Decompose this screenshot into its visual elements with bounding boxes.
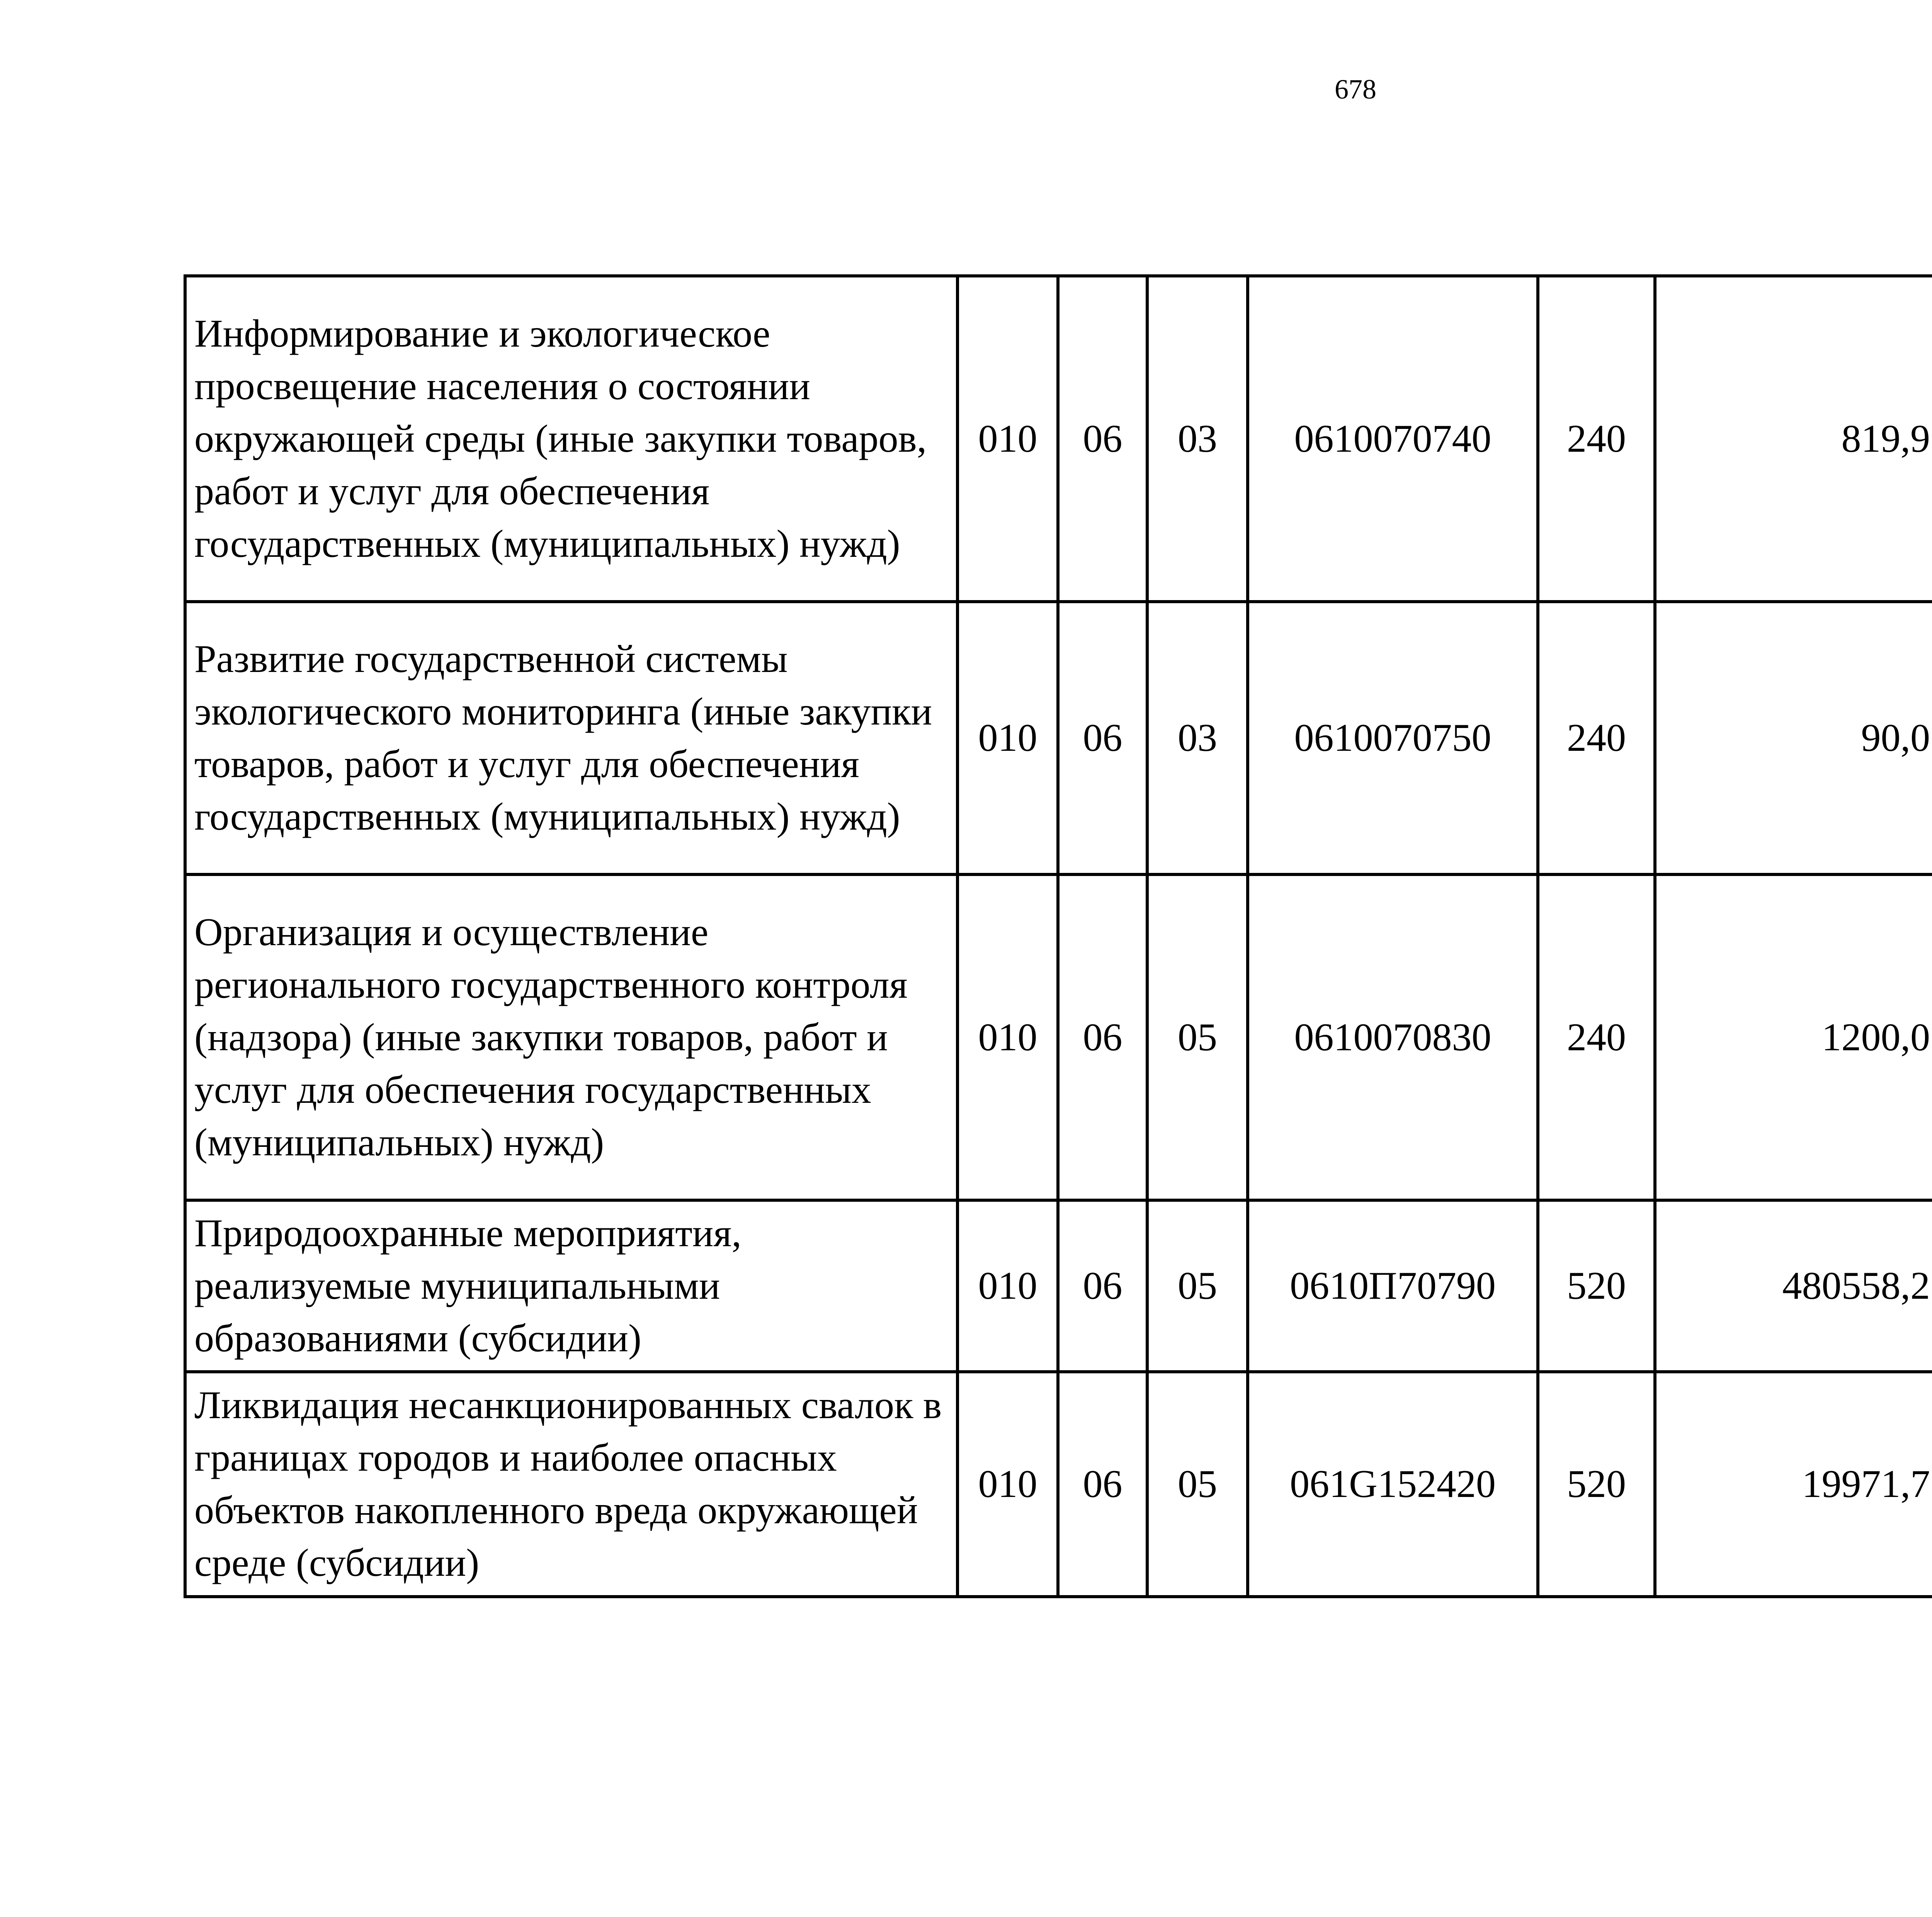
ministry-code: 010 <box>957 874 1058 1200</box>
amount-year-1: 819,9 <box>1655 276 1932 602</box>
amount-year-1: 1200,0 <box>1655 874 1932 1200</box>
subsection-code: 03 <box>1147 276 1248 602</box>
section-code: 06 <box>1058 602 1147 874</box>
section-code: 06 <box>1058 874 1147 1200</box>
target-article-code: 0610070750 <box>1248 602 1538 874</box>
expense-type-code: 240 <box>1538 276 1655 602</box>
section-code: 06 <box>1058 1200 1147 1372</box>
section-code: 06 <box>1058 1372 1147 1597</box>
expense-type-code: 520 <box>1538 1200 1655 1372</box>
amount-year-1: 19971,7 <box>1655 1372 1932 1597</box>
target-article-code: 0610П70790 <box>1248 1200 1538 1372</box>
subsection-code: 05 <box>1147 1372 1248 1597</box>
target-article-code: 0610070830 <box>1248 874 1538 1200</box>
table-row <box>185 1200 1932 1372</box>
subsection-code: 03 <box>1147 602 1248 874</box>
ministry-code: 010 <box>957 276 1058 602</box>
page-number: 678 <box>1335 74 1376 105</box>
expense-type-code: 240 <box>1538 874 1655 1200</box>
table-row <box>185 276 1932 602</box>
subsection-code: 05 <box>1147 874 1248 1200</box>
subsection-code: 05 <box>1147 1200 1248 1372</box>
row-description: Природоохранные мероприятия, реализуемые муниципальными образованиями (субсидии) <box>185 1200 957 1372</box>
amount-year-1: 480558,2 <box>1655 1200 1932 1372</box>
target-article-code: 0610070740 <box>1248 276 1538 602</box>
expense-type-code: 520 <box>1538 1372 1655 1597</box>
row-description: Развитие государственной системы экологического мониторинга (иные закупки товаров, работ и услуг для обеспечения государственных (муниципальных) нужд) <box>185 602 957 874</box>
expense-type-code: 240 <box>1538 602 1655 874</box>
row-description: Организация и осуществление регионального государственного контроля (надзора) (иные закупки товаров, работ и услуг для обеспечения государственных (муниципальных) нужд) <box>185 874 957 1200</box>
target-article-code: 061G152420 <box>1248 1372 1538 1597</box>
amount-year-1: 90,0 <box>1655 602 1932 874</box>
table-row <box>185 1372 1932 1597</box>
ministry-code: 010 <box>957 602 1058 874</box>
row-description: Информирование и экологическое просвещение населения о состоянии окружающей среды (иные закупки товаров, работ и услуг для обеспечения государственных (муниципальных) нужд) <box>185 276 957 602</box>
ministry-code: 010 <box>957 1200 1058 1372</box>
table-row <box>185 874 1932 1200</box>
table-row <box>185 602 1932 874</box>
budget-table <box>184 274 1932 1598</box>
section-code: 06 <box>1058 276 1147 602</box>
ministry-code: 010 <box>957 1372 1058 1597</box>
row-description: Ликвидация несанкционированных свалок в границах городов и наиболее опасных объектов накопленного вреда окружающей среде (субсидии) <box>185 1372 957 1597</box>
